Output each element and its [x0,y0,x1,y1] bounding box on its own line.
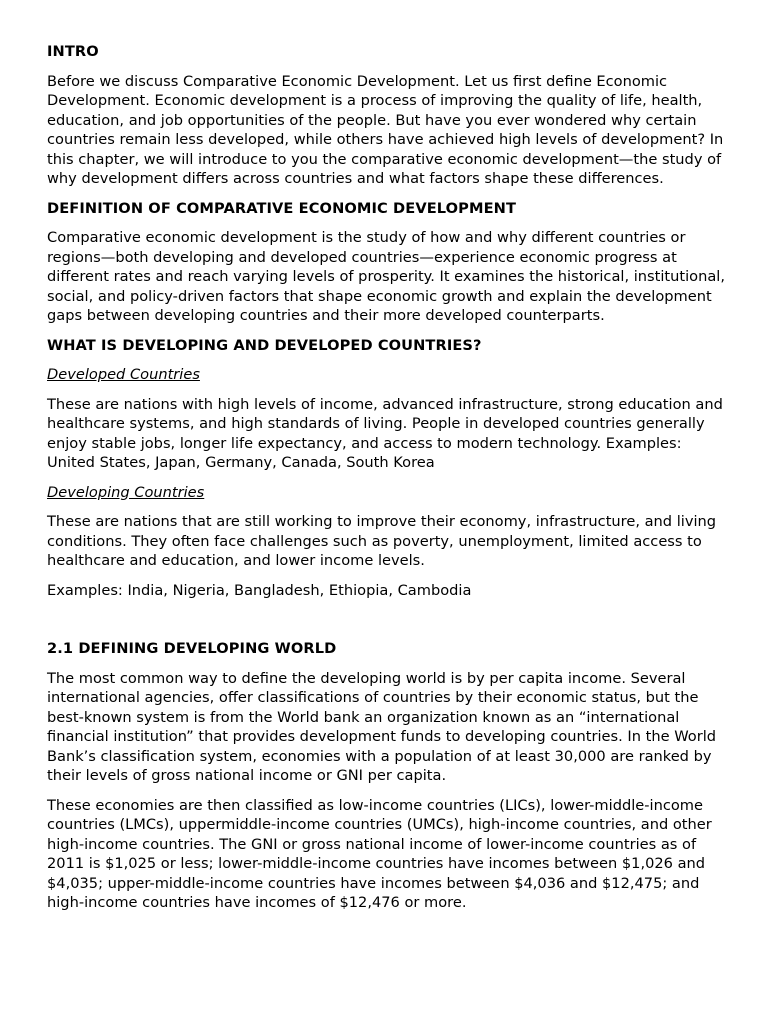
developed-countries-paragraph: These are nations with high levels of income, advanced infrastructure, strong education and healthcare systems, and high standards of living. People in developed countries generally enjoy stable jobs, longer life expectancy, and access to modern technology. Examples: United States, Japan, Germany, Canada, South Korea [47,395,723,471]
section-spacer [47,610,727,639]
countries-heading: WHAT IS DEVELOPING AND DEVELOPED COUNTRIES? [47,336,482,354]
section-2-1-heading: 2.1 DEFINING DEVELOPING WORLD [47,640,337,657]
section-2-1-paragraph-1: The most common way to define the developing world is by per capita income. Several international agencies, offer classifications of countries by their economic status, but the best-known system is from the World bank an organization known as an “international financial institution” that provides development funds to developing countries. In the World Bank’s classification system, economies with a population of at least 30,000 are ranked by their levels of gross national income or GNI per capita. [47,669,717,784]
developing-countries-subheading: Developing Countries [47,483,205,501]
document-page [47,42,727,923]
intro-heading: INTRO [47,43,99,60]
developed-countries-subheading: Developed Countries [47,366,200,383]
intro-paragraph: Before we discuss Comparative Economic Development. Let us first define Economic Development. Economic development is a process of improving the quality of life, health, education, and job opportunities of the people. But have you ever wondered why certain countries remain less developed, while others have achieved high levels of development? In this chapter, we will introduce to you the comparative economic development—the study of why development differs across countries and what factors shape these differences. [47,72,724,187]
developing-countries-examples: Examples: India, Nigeria, Bangladesh, Ethiopia, Cambodia [47,581,472,599]
developing-countries-paragraph: These are nations that are still working to improve their economy, infrastructure, and living conditions. They often face challenges such as poverty, unemployment, limited access to healthcare and education, and lower income levels. [47,513,717,569]
definition-heading: DEFINITION OF COMPARATIVE ECONOMIC DEVELOPMENT [47,199,517,217]
section-2-1-paragraph-2: These economies are then classified as low-income countries (LICs), lower-middle-income countries (LMCs), uppermiddle-income countries (UMCs), high-income countries, and other high-income countries. The GNI or gross national income of lower-income countries as of 2011 is $1,025 or less; lower-middle-income countries have incomes between $1,026 and $4,035; upper-middle-income countries have incomes between $4,036 and $12,475; and high-income countries have incomes of $12,476 or more. [47,796,712,911]
definition-paragraph: Comparative economic development is the study of how and why different countries or regions—both developing and developed countries—experience economic progress at different rates and reach varying levels of prosperity. It examines the historical, institutional, social, and policy-driven factors that shape economic growth and explain the development gaps between developing countries and their more developed counterparts. [47,229,725,324]
